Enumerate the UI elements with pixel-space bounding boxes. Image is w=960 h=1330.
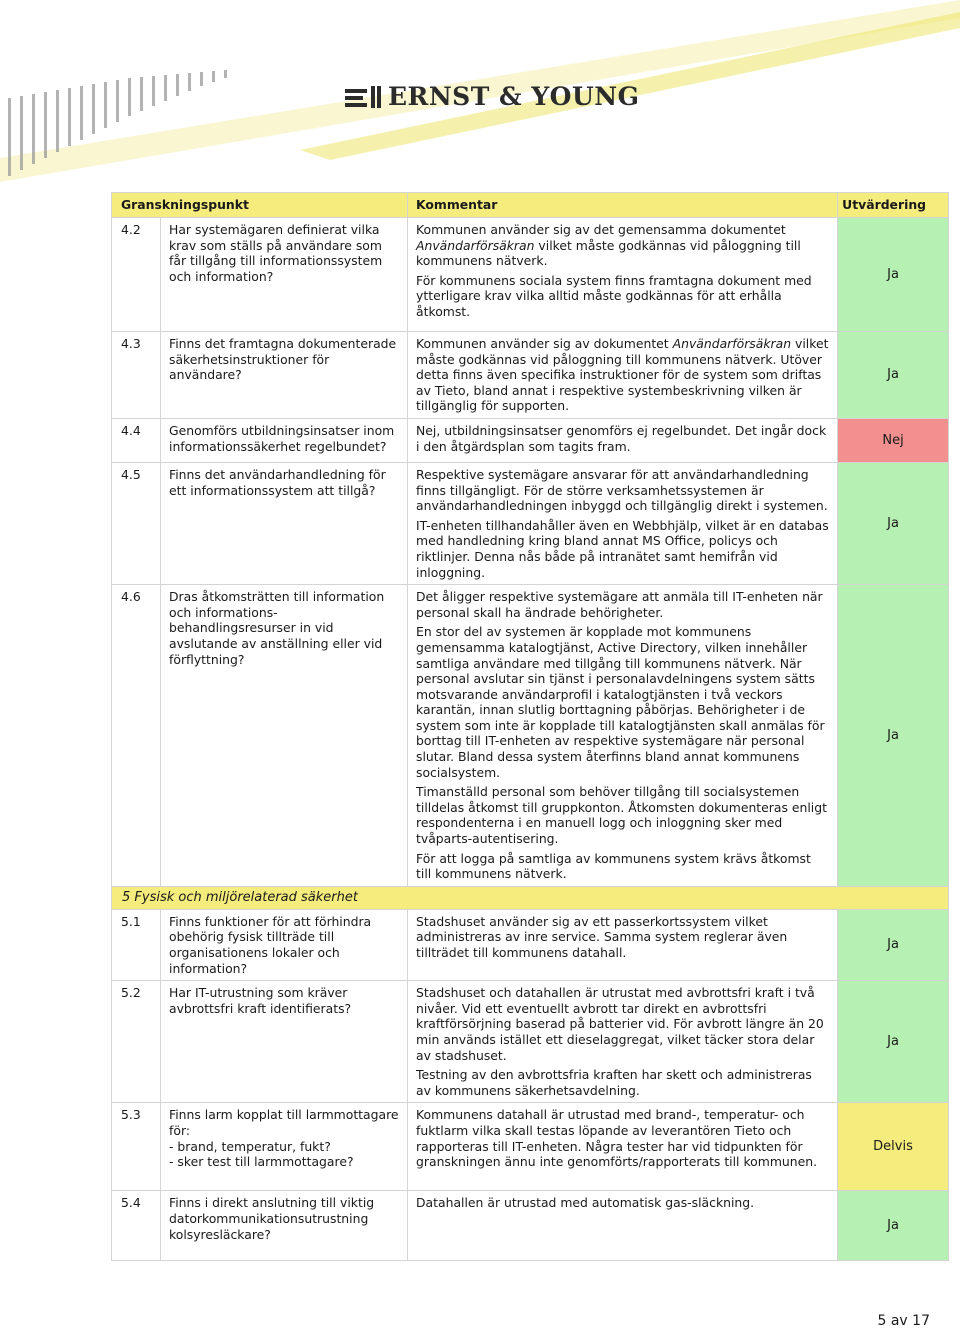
review-question: Finns funktioner för att förhindra obehörig fysisk tillträde till organisationens lokaler och information? <box>161 909 408 980</box>
table-row <box>112 332 949 419</box>
review-question: Har systemägaren definierat vilka krav som ställs på användare som får tillgång till informationssystem och information? <box>161 218 408 332</box>
section-row <box>112 886 949 909</box>
column-header-granskningspunkt: Granskningspunkt <box>112 193 408 218</box>
ey-logo-mark-icon <box>345 86 383 112</box>
review-table <box>111 192 949 1261</box>
item-number: 4.3 <box>112 332 161 419</box>
evaluation-cell: Nej <box>838 418 949 462</box>
table-row <box>112 585 949 887</box>
review-question: Finns larm kopplat till larmmottagare för: - brand, temperatur, fukt? - sker test till larmmottagare? <box>161 1103 408 1191</box>
evaluation-cell: Ja <box>838 1191 949 1261</box>
review-question: Finns det framtagna dokumenterade säkerhetsinstruktioner för användare? <box>161 332 408 419</box>
item-number: 5.4 <box>112 1191 161 1261</box>
item-number: 4.6 <box>112 585 161 887</box>
table-row <box>112 218 949 332</box>
page-number: 5 av 17 <box>877 1313 930 1329</box>
review-comment: Stadshuset använder sig av ett passerkortssystem vilket administreras av inre service. Samma system reglerar även tillträdet till kommunens datahall. <box>408 909 838 980</box>
column-header-kommentar: Kommentar <box>408 193 838 218</box>
table-row <box>112 418 949 462</box>
review-comment: Det åligger respektive systemägare att anmäla till IT-enheten när personal skall ha ändrade behörigheter. En stor del av systemen är kopplade mot kommunens gemensamma katalogtjänst, Active Directory, vilken innehåller samtliga användare med tillgång till kommunens nätverk. När personal avslutar sin tjänst i personalavdelningens system sätts motsvarande användarprofil i katalogtjänsten i två veckors karantän, innan slutlig borttagning påbörjas. Behörigheter i de system som inte är kopplade till katalogtjänsten skall anmälas för borttag till IT-enheten av respektive systemägare när personal slutar. Bland dessa system återfinns bland annat kommunens socialsystem. Timanställd personal som behöver tillgång till socialsystemen tilldelas åtkomst till gruppkonton. Åtkomsten dokumenteras enligt respondenterna i en manuell logg och inloggning sker med tvåparts-autentisering. För att logga på samtliga av kommunens system krävs åtkomst till kommunens nätverk. <box>408 585 838 887</box>
review-comment: Respektive systemägare ansvarar för att användarhandledning finns tillgängligt. För de större verksamhetssystemen är användarhandledningen inbyggd och tillgänglig direkt i systemen. IT-enheten tillhandahåller även en Webbhjälp, vilket är en databas med handledning kring bland annat MS Office, policys och riktlinjer. Denna nås både på intranätet samt hemifrån vid inloggning. <box>408 462 838 584</box>
review-question: Finns det användarhandledning för ett informationssystem att tillgå? <box>161 462 408 584</box>
review-comment: Datahallen är utrustad med automatisk gas-släckning. <box>408 1191 838 1261</box>
section-title: 5 Fysisk och miljörelaterad säkerhet <box>112 886 949 909</box>
review-question: Dras åtkomsträtten till information och informations-behandlingsresurser in vid avslutande av anställning eller vid förflyttning? <box>161 585 408 887</box>
review-question: Genomförs utbildningsinsatser inom informationssäkerhet regelbundet? <box>161 418 408 462</box>
item-number: 5.2 <box>112 981 161 1103</box>
table-row <box>112 1103 949 1191</box>
evaluation-cell: Ja <box>838 218 949 332</box>
evaluation-cell: Delvis <box>838 1103 949 1191</box>
review-comment: Kommunen använder sig av dokumentet Användarförsäkran vilket måste godkännas vid påloggning till kommunens nätverk. Utöver detta finns även specifika instruktioner för de system som driftas av Tieto, bland annat i respektive systembeskrivning vilken är tillgänglig för supporten. <box>408 332 838 419</box>
table-row <box>112 981 949 1103</box>
review-comment: Nej, utbildningsinsatser genomförs ej regelbundet. Det ingår dock i den åtgärdsplan som tagits fram. <box>408 418 838 462</box>
item-number: 4.4 <box>112 418 161 462</box>
item-number: 5.1 <box>112 909 161 980</box>
review-question: Har IT-utrustning som kräver avbrottsfri kraft identifierats? <box>161 981 408 1103</box>
table-row <box>112 1191 949 1261</box>
header-banner <box>0 0 960 185</box>
evaluation-cell: Ja <box>838 981 949 1103</box>
review-question: Finns i direkt anslutning till viktig datorkommunikationsutrustning kolsyresläckare? <box>161 1191 408 1261</box>
item-number: 5.3 <box>112 1103 161 1191</box>
review-comment: Kommunens datahall är utrustad med brand-, temperatur- och fuktlarm vilka skall testas löpande av leverantören Tieto och rapporteras till IT-enheten. Några tester har vid tidpunkten för granskningen ännu inte genomförts/rapporterats till kommunen. <box>408 1103 838 1191</box>
evaluation-cell: Ja <box>838 909 949 980</box>
item-number: 4.5 <box>112 462 161 584</box>
review-comment: Stadshuset och datahallen är utrustat med avbrottsfri kraft i två nivåer. Vid ett eventuellt avbrott tar direkt en avbrottsfri kraftförsörjning baserad på batterier vid. För avbrott längre än 20 min används istället ett dieselaggregat, vilket täcker stora delar av stadshuset. Testning av den avbrottsfria kraften har skett och administreras av kommunens säkerhetsavdelning. <box>408 981 838 1103</box>
column-header-utvardering: Utvärdering <box>838 193 949 218</box>
evaluation-cell: Ja <box>838 462 949 584</box>
item-number: 4.2 <box>112 218 161 332</box>
table-row <box>112 909 949 980</box>
evaluation-cell: Ja <box>838 585 949 887</box>
review-comment: Kommunen använder sig av det gemensamma dokumentet Användarförsäkran vilket måste godkännas vid påloggning till kommunens nätverk. För kommunens sociala system finns framtagna dokument med ytterligare krav vilka alltid måste godkännas för att erhålla åtkomst. <box>408 218 838 332</box>
table-row <box>112 462 949 584</box>
table-header-row <box>112 193 949 218</box>
evaluation-cell: Ja <box>838 332 949 419</box>
company-logo-text: ERNST & YOUNG <box>388 82 640 111</box>
